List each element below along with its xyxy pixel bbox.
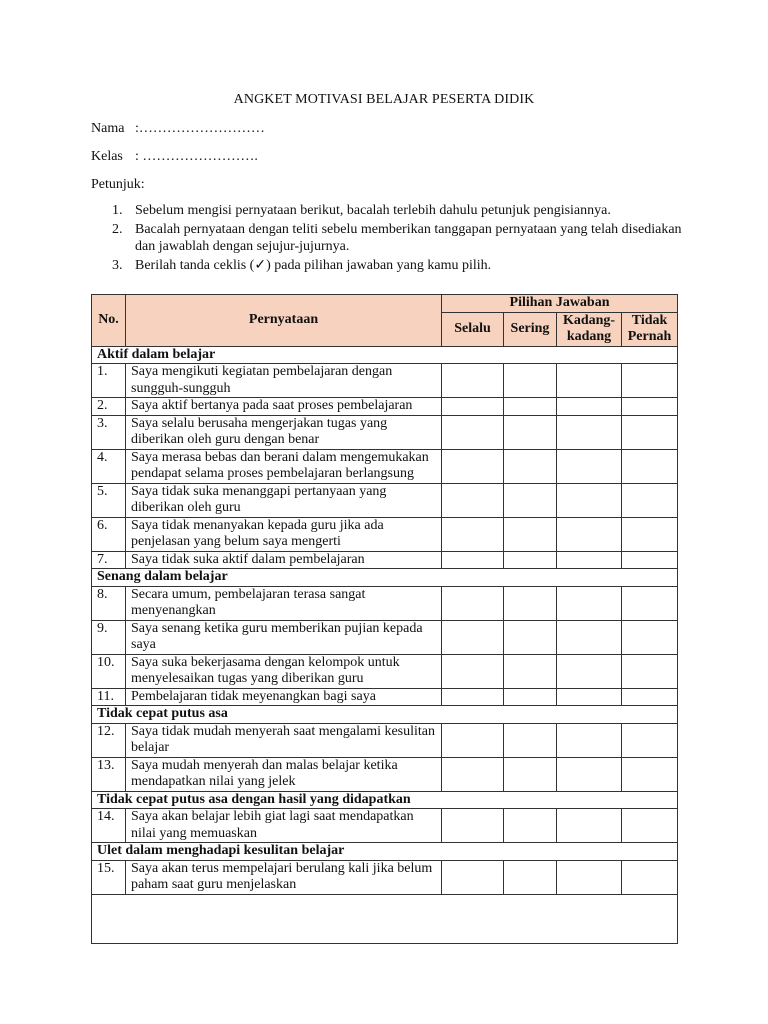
item-statement: Pembelajaran tidak meyenangkan bagi saya <box>126 688 442 706</box>
answer-cell-tidak-pernah[interactable] <box>622 860 678 894</box>
item-number: 5. <box>92 483 126 517</box>
item-statement: Saya merasa bebas dan berani dalam mengemukakan pendapat selama proses pembelajaran berlangsung <box>126 449 442 483</box>
section-row <box>92 843 678 861</box>
answer-cell-sering[interactable] <box>504 723 557 757</box>
answer-cell-tidak-pernah[interactable] <box>622 449 678 483</box>
answer-cell-selalu[interactable] <box>442 860 504 894</box>
header-statement: Pernyataan <box>126 295 442 347</box>
empty-row <box>92 894 678 943</box>
table-row <box>92 860 678 894</box>
item-number: 13. <box>92 757 126 791</box>
name-value: :……………………… <box>135 121 265 136</box>
item-number: 9. <box>92 620 126 654</box>
name-field <box>91 121 265 137</box>
answer-cell-kadang-kadang[interactable] <box>557 551 622 569</box>
table-row <box>92 688 678 706</box>
item-statement: Saya tidak suka menanggapi pertanyaan yang diberikan oleh guru <box>126 483 442 517</box>
item-number: 1. <box>92 364 126 398</box>
answer-cell-tidak-pernah[interactable] <box>622 809 678 843</box>
item-statement: Saya suka bekerjasama dengan kelompok untuk menyelesaikan tugas yang diberikan guru <box>126 654 442 688</box>
item-statement: Saya akan belajar lebih giat lagi saat mendapatkan nilai yang memuaskan <box>126 809 442 843</box>
answer-cell-kadang-kadang[interactable] <box>557 364 622 398</box>
answer-cell-kadang-kadang[interactable] <box>557 809 622 843</box>
header-no: No. <box>92 295 126 347</box>
table-row <box>92 551 678 569</box>
answer-cell-tidak-pernah[interactable] <box>622 586 678 620</box>
item-number: 3. <box>92 415 126 449</box>
answer-cell-sering[interactable] <box>504 551 557 569</box>
table-row <box>92 517 678 551</box>
item-number: 12. <box>92 723 126 757</box>
answer-cell-selalu[interactable] <box>442 654 504 688</box>
answer-cell-sering[interactable] <box>504 586 557 620</box>
item-number: 6. <box>92 517 126 551</box>
table-row <box>92 398 678 416</box>
header-choice-sering: Sering <box>504 312 557 346</box>
answer-cell-selalu[interactable] <box>442 449 504 483</box>
item-number: 8. <box>92 586 126 620</box>
answer-cell-kadang-kadang[interactable] <box>557 586 622 620</box>
answer-cell-tidak-pernah[interactable] <box>622 723 678 757</box>
table-row <box>92 483 678 517</box>
answer-cell-tidak-pernah[interactable] <box>622 654 678 688</box>
item-statement: Saya selalu berusaha mengerjakan tugas yang diberikan oleh guru dengan benar <box>126 415 442 449</box>
section-row <box>92 569 678 587</box>
answer-cell-tidak-pernah[interactable] <box>622 688 678 706</box>
section-row <box>92 791 678 809</box>
answer-cell-selalu[interactable] <box>442 757 504 791</box>
answer-cell-sering[interactable] <box>504 398 557 416</box>
table-row <box>92 415 678 449</box>
table-row <box>92 654 678 688</box>
answer-cell-kadang-kadang[interactable] <box>557 860 622 894</box>
answer-cell-selalu[interactable] <box>442 517 504 551</box>
answer-cell-kadang-kadang[interactable] <box>557 415 622 449</box>
item-number: 2. <box>92 398 126 416</box>
answer-cell-sering[interactable] <box>504 688 557 706</box>
header-choices-group: Pilihan Jawaban <box>442 295 678 313</box>
answer-cell-sering[interactable] <box>504 757 557 791</box>
class-field <box>91 149 258 165</box>
answer-cell-kadang-kadang[interactable] <box>557 483 622 517</box>
table-row <box>92 757 678 791</box>
answer-cell-selalu[interactable] <box>442 620 504 654</box>
item-number: 14. <box>92 809 126 843</box>
answer-cell-kadang-kadang[interactable] <box>557 449 622 483</box>
answer-cell-sering[interactable] <box>504 449 557 483</box>
answer-cell-tidak-pernah[interactable] <box>622 398 678 416</box>
instructions-list <box>112 202 682 275</box>
answer-cell-kadang-kadang[interactable] <box>557 620 622 654</box>
instruction-item: 2. Bacalah pernyataan dengan teliti sebelu memberikan tanggapan pernyataan yang telah disediakan dan jawablah dengan sejujur-jujurnya. <box>112 221 682 254</box>
answer-cell-sering[interactable] <box>504 620 557 654</box>
section-title: Tidak cepat putus asa dengan hasil yang didapatkan <box>92 791 678 809</box>
empty-cell <box>92 894 678 943</box>
section-title: Aktif dalam belajar <box>92 346 678 364</box>
answer-cell-sering[interactable] <box>504 364 557 398</box>
answer-cell-selalu[interactable] <box>442 483 504 517</box>
item-statement: Saya akan terus mempelajari berulang kali jika belum paham saat guru menjelaskan <box>126 860 442 894</box>
item-number: 7. <box>92 551 126 569</box>
answer-cell-tidak-pernah[interactable] <box>622 517 678 551</box>
answer-cell-selalu[interactable] <box>442 723 504 757</box>
answer-cell-sering[interactable] <box>504 517 557 551</box>
name-label: Nama <box>91 121 125 136</box>
item-statement: Saya tidak suka aktif dalam pembelajaran <box>126 551 442 569</box>
instruction-item: 1. Sebelum mengisi pernyataan berikut, bacalah terlebih dahulu petunjuk pengisiannya. <box>112 203 611 218</box>
answer-cell-tidak-pernah[interactable] <box>622 415 678 449</box>
header-choice-kadang: Kadang-kadang <box>557 312 622 346</box>
item-statement: Secara umum, pembelajaran terasa sangat menyenangkan <box>126 586 442 620</box>
answer-cell-kadang-kadang[interactable] <box>557 688 622 706</box>
answer-cell-sering[interactable] <box>504 415 557 449</box>
table-row <box>92 723 678 757</box>
table-row <box>92 620 678 654</box>
header-choice-tidak-pernah: Tidak Pernah <box>622 312 678 346</box>
section-title: Ulet dalam menghadapi kesulitan belajar <box>92 843 678 861</box>
table-row <box>92 586 678 620</box>
item-number: 4. <box>92 449 126 483</box>
answer-cell-sering[interactable] <box>504 654 557 688</box>
instructions-heading: Petunjuk: <box>91 177 145 192</box>
questionnaire-table <box>91 294 678 944</box>
answer-cell-kadang-kadang[interactable] <box>557 517 622 551</box>
answer-cell-selalu[interactable] <box>442 551 504 569</box>
answer-cell-tidak-pernah[interactable] <box>622 551 678 569</box>
answer-cell-kadang-kadang[interactable] <box>557 723 622 757</box>
answer-cell-tidak-pernah[interactable] <box>622 483 678 517</box>
answer-cell-sering[interactable] <box>504 483 557 517</box>
item-statement: Saya tidak menanyakan kepada guru jika ada penjelasan yang belum saya mengerti <box>126 517 442 551</box>
item-statement: Saya aktif bertanya pada saat proses pembelajaran <box>126 398 442 416</box>
section-row <box>92 346 678 364</box>
answer-cell-selalu[interactable] <box>442 364 504 398</box>
answer-cell-selalu[interactable] <box>442 809 504 843</box>
answer-cell-tidak-pernah[interactable] <box>622 757 678 791</box>
section-title: Senang dalam belajar <box>92 569 678 587</box>
table-row <box>92 449 678 483</box>
item-statement: Saya senang ketika guru memberikan pujian kepada saya <box>126 620 442 654</box>
answer-cell-sering[interactable] <box>504 809 557 843</box>
header-choice-selalu: Selalu <box>442 312 504 346</box>
table-row <box>92 364 678 398</box>
questionnaire-body <box>92 346 678 943</box>
item-number: 10. <box>92 654 126 688</box>
answer-cell-kadang-kadang[interactable] <box>557 757 622 791</box>
class-label: Kelas <box>91 149 123 164</box>
item-statement: Saya mudah menyerah dan malas belajar ketika mendapatkan nilai yang jelek <box>126 757 442 791</box>
answer-cell-kadang-kadang[interactable] <box>557 398 622 416</box>
answer-cell-selalu[interactable] <box>442 398 504 416</box>
answer-cell-tidak-pernah[interactable] <box>622 620 678 654</box>
item-statement: Saya mengikuti kegiatan pembelajaran dengan sungguh-sungguh <box>126 364 442 398</box>
item-number: 11. <box>92 688 126 706</box>
table-row <box>92 809 678 843</box>
instruction-item: 3. Berilah tanda ceklis (✓) pada pilihan jawaban yang kamu pilih. <box>112 257 492 273</box>
document-title: ANGKET MOTIVASI BELAJAR PESERTA DIDIK <box>233 92 535 107</box>
answer-cell-sering[interactable] <box>504 860 557 894</box>
item-statement: Saya tidak mudah menyerah saat mengalami kesulitan belajar <box>126 723 442 757</box>
answer-cell-selalu[interactable] <box>442 415 504 449</box>
section-title: Tidak cepat putus asa <box>92 706 678 724</box>
answer-cell-selalu[interactable] <box>442 688 504 706</box>
section-row <box>92 706 678 724</box>
class-value: : ……………………. <box>135 149 258 164</box>
answer-cell-selalu[interactable] <box>442 586 504 620</box>
answer-cell-kadang-kadang[interactable] <box>557 654 622 688</box>
answer-cell-tidak-pernah[interactable] <box>622 364 678 398</box>
item-number: 15. <box>92 860 126 894</box>
